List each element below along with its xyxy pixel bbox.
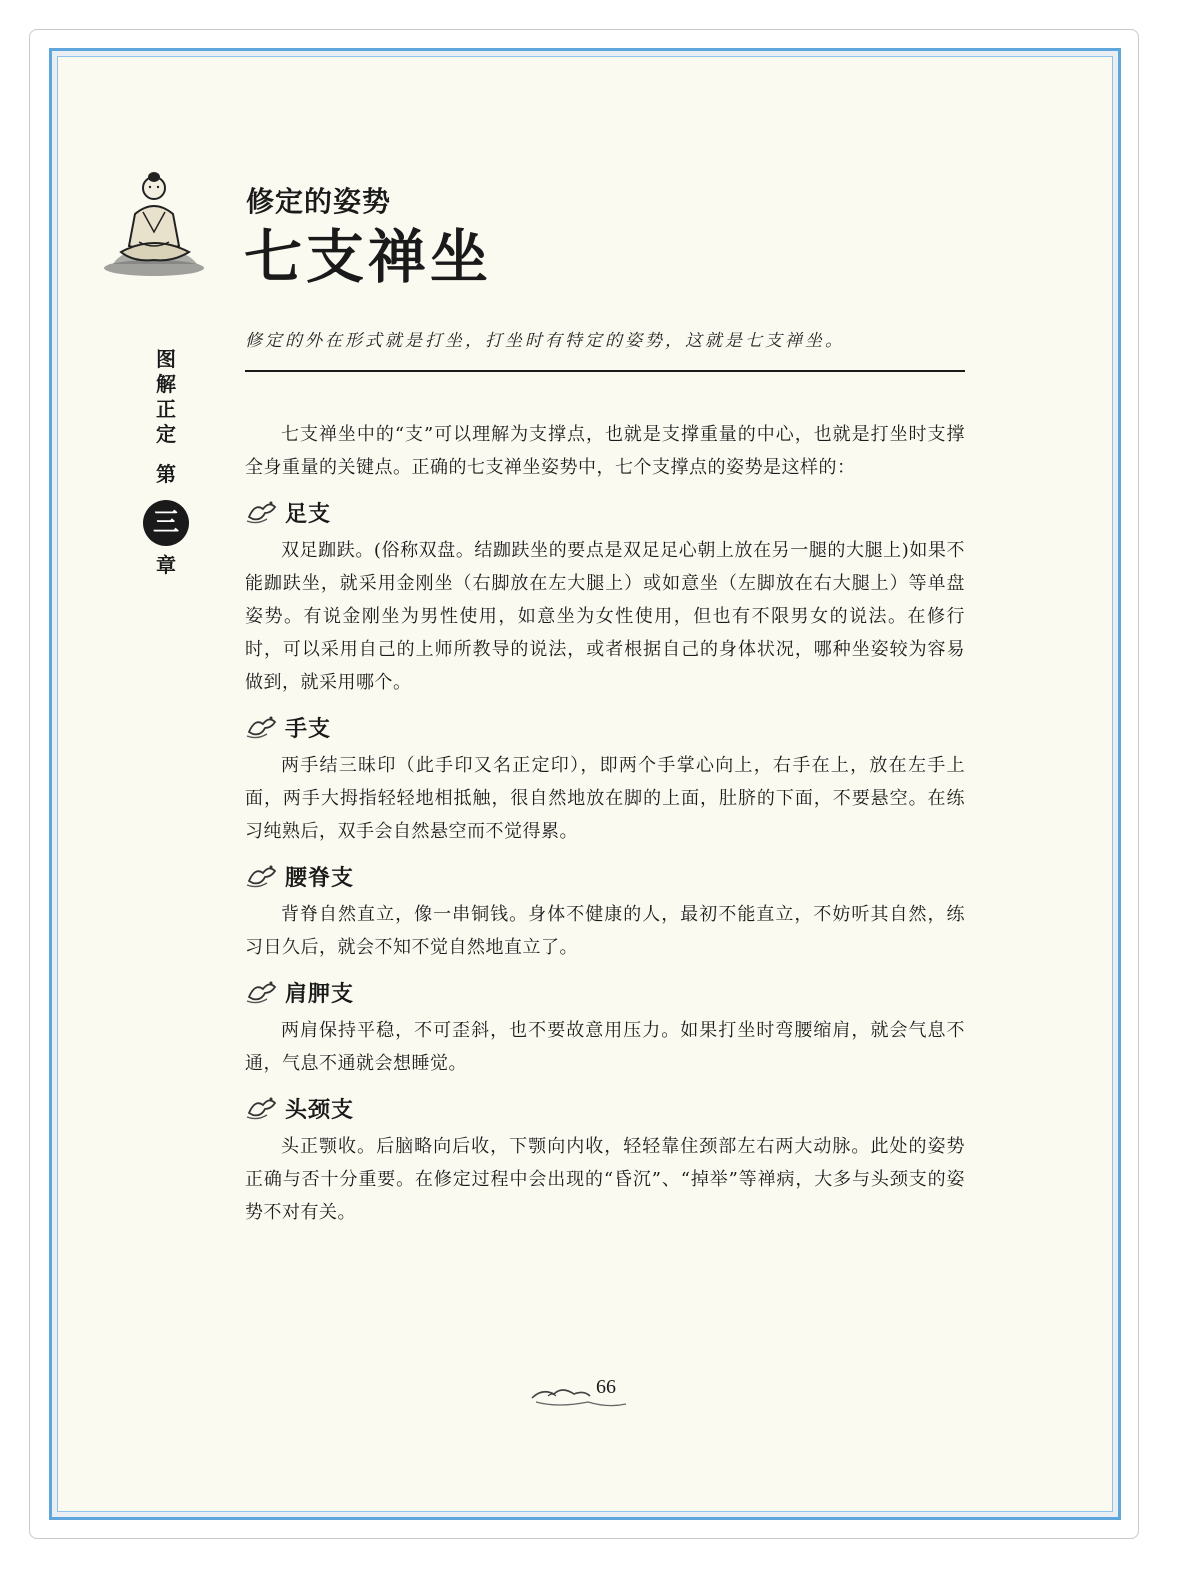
- lotus-icon: [245, 863, 279, 889]
- sidebar-char: 定: [156, 422, 176, 446]
- section-shou: [245, 707, 965, 848]
- section-paragraph: 两肩保持平稳，不可歪斜，也不要故意用压力。如果打坐时弯腰缩肩，就会气息不通，气息不通就会想睡觉。: [245, 1020, 965, 1074]
- buddha-icon: [103, 168, 205, 280]
- section-title: 肩胛支: [285, 980, 355, 1007]
- sidebar-char: 章: [156, 553, 176, 577]
- section-jianjia: [245, 972, 965, 1080]
- page-footer: [528, 1374, 648, 1414]
- chapter-number-badge: 三: [143, 500, 189, 546]
- lotus-icon: [245, 499, 279, 525]
- section-title: 手支: [285, 715, 332, 742]
- lotus-icon: [245, 1095, 279, 1121]
- section-title: 头颈支: [285, 1096, 355, 1123]
- lotus-icon: [245, 979, 279, 1005]
- sidebar-char: 正: [156, 397, 176, 421]
- section-zu: [245, 492, 965, 699]
- section-paragraph: 双足跏趺。(俗称双盘。结跏趺坐的要点是双足足心朝上放在另一腿的大腿上)如果不能跏趺坐，就采用金刚坐（右脚放在左大腿上）或如意坐（左脚放在右大腿上）等单盘姿势。有说金刚坐为男性使用，如意坐为女性使用，但也有不限男女的说法。在修行时，可以采用自己的上师所教导的说法，或者根据自己的身体状况，哪种坐姿较为容易做到，就采用哪个。: [245, 540, 965, 693]
- section-paragraph: 两手结三昧印（此手印又名正定印），即两个手掌心向上，右手在上，放在左手上面，两手大拇指轻轻地相抵触，很自然地放在脚的上面，肚脐的下面，不要悬空。在练习纯熟后，双手会自然悬空而不觉得累。: [245, 755, 965, 842]
- section-title: 腰脊支: [285, 864, 355, 891]
- sidebar-char: 图: [156, 347, 176, 371]
- lotus-icon: [245, 714, 279, 740]
- section-subtitle: 修定的姿势: [246, 185, 392, 218]
- section-title: 足支: [285, 500, 332, 527]
- intro-text: 修定的外在形式就是打坐，打坐时有特定的姿势，这就是七支禅坐。: [245, 331, 845, 351]
- page-title: 七支禅坐: [244, 223, 493, 291]
- section-yaoji: [245, 856, 965, 964]
- body-text: [245, 418, 965, 1229]
- section-toujing: [245, 1088, 965, 1229]
- section-paragraph: 头正颚收。后脑略向后收，下颚向内收，轻轻靠住颈部左右两大动脉。此处的姿势正确与否十分重要。在修定过程中会出现的“昏沉”、“掉举”等禅病，大多与头颈支的姿势不对有关。: [245, 1136, 965, 1223]
- sidebar-char: 第: [156, 462, 176, 486]
- lead-paragraph: 七支禅坐中的“支”可以理解为支撑点，也就是支撑重量的中心，也就是打坐时支撑全身重量的关键点。正确的七支禅坐姿势中，七个支撑点的姿势是这样的：: [245, 424, 965, 478]
- divider: [245, 370, 965, 372]
- page-number: 66: [596, 1376, 616, 1398]
- sidebar-char: 解: [156, 372, 176, 396]
- cloud-ornament-icon: [528, 1374, 648, 1414]
- section-paragraph: 背脊自然直立，像一串铜钱。身体不健康的人，最初不能直立，不妨听其自然，练习日久后，就会不知不觉自然地直立了。: [245, 904, 965, 958]
- chapter-sidebar: [140, 338, 192, 588]
